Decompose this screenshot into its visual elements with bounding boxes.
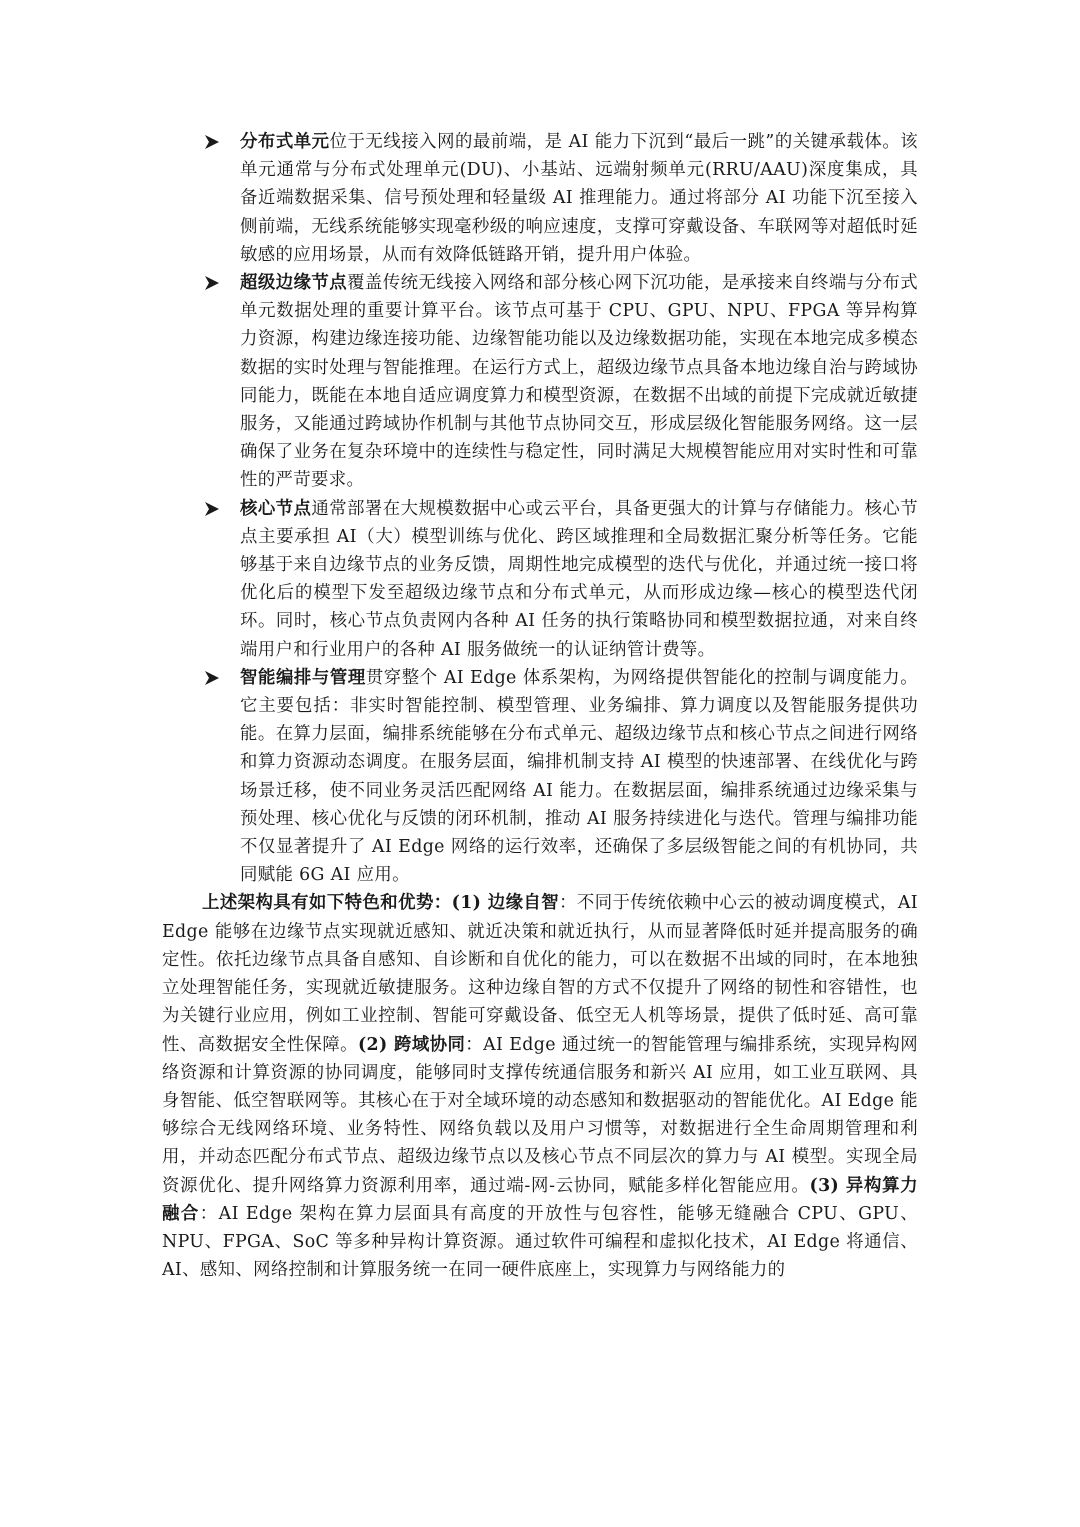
bullet-text: 位于无线接入网的最前端，是 AI 能力下沉到“最后一跳”的关键承载体。该单元通常与分布式处理单元(DU)、小基站、远端射频单元(RRU/AAU)深度集成，具备近端数据采集、信号预处理和轻量级 AI 推理能力。通过将部分 AI 功能下沉至接入侧前端，无线系统能够实现毫秒级的响应速度，支撑可穿戴设备、车联网等对超低时延敏感的应用场景，从而有效降低链路开销，提升用户体验。	[240, 132, 918, 265]
feature-term-edge-autonomy: (1) 边缘自智	[451, 893, 560, 914]
bullet-item-super-edge-node	[162, 269, 918, 495]
bullet-term: 超级边缘节点	[240, 273, 348, 294]
arrow-bullet-icon	[202, 273, 222, 293]
feature-text-heterogeneous-compute: ：AI Edge 架构在算力层面具有高度的开放性与包容性，能够无缝融合 CPU、GPU、NPU、FPGA、SoC 等多种异构计算资源。通过软件可编程和虚拟化技术，AI Edge 将通信、AI、感知、网络控制和计算服务统一在同一硬件底座上，实现算力与网络能力的	[162, 1203, 918, 1281]
document-body	[162, 128, 918, 1284]
arrow-bullet-icon	[202, 668, 222, 688]
bullet-item-core-node	[162, 495, 918, 664]
arrow-bullet-icon	[202, 499, 222, 519]
bullet-text: 贯穿整个 AI Edge 体系架构，为网络提供智能化的控制与调度能力。它主要包括：非实时智能控制、模型管理、业务编排、算力调度以及智能服务提供功能。在算力层面，编排系统能够在分布式单元、超级边缘节点和核心节点之间进行网络和算力资源动态调度。在服务层面，编排机制支持 AI 模型的快速部署、在线优化与跨场景迁移，使不同业务灵活匹配网络 AI 能力。在数据层面，编排系统通过边缘采集与预处理、核心优化与反馈的闭环机制，推动 AI 服务持续进化与迭代。管理与编排功能不仅显著提升了 AI Edge 网络的运行效率，还确保了多层级智能之间的有机协同，共同赋能 6G AI 应用。	[240, 667, 918, 886]
bullet-text: 通常部署在大规模数据中心或云平台，具备更强大的计算与存储能力。核心节点主要承担 AI（大）模型训练与优化、跨区域推理和全局数据汇聚分析等任务。它能够基于来自边缘节点的业务反馈，周期性地完成模型的迭代与优化，并通过统一接口将优化后的模型下发至超级边缘节点和分布式单元，从而形成边缘—核心的模型迭代闭环。同时，核心节点负责网内各种 AI 任务的执行策略协同和模型数据拉通，对来自终端用户和行业用户的各种 AI 服务做统一的认证纳管计费等。	[240, 498, 919, 660]
bullet-item-distributed-unit	[162, 128, 918, 269]
feature-text-cross-domain: ：AI Edge 通过统一的智能管理与编排系统，实现异构网络资源和计算资源的协同调度，能够同时支撑传统通信服务和新兴 AI 应用，如工业互联网、具身智能、低空智联网等。其核心在于对全域环境的动态感知和数据驱动的智能优化。AI Edge 能够综合无线网络环境、业务特性、网络负载以及用户习惯等，对数据进行全生命周期管理和利用，并动态匹配分布式节点、超级边缘节点以及核心节点不同层次的算力与 AI 模型。实现全局资源优化、提升网络算力资源利用率，通过端-网-云协同，赋能多样化智能应用。	[162, 1034, 918, 1196]
summary-lead: 上述架构具有如下特色和优势：	[202, 893, 452, 914]
summary-paragraph	[162, 889, 918, 1284]
bullet-paragraph	[240, 664, 918, 890]
bullet-paragraph	[240, 269, 918, 495]
bullet-paragraph	[240, 495, 918, 664]
bullet-term: 分布式单元	[240, 132, 330, 152]
arrow-bullet-icon	[202, 132, 222, 152]
feature-term-cross-domain: (2) 跨域协同	[357, 1034, 466, 1055]
feature-text-edge-autonomy: ：不同于传统依赖中心云的被动调度模式，AI Edge 能够在边缘节点实现就近感知、就近决策和就近执行，从而显著降低时延并提高服务的确定性。依托边缘节点具备自感知、自诊断和自优化的能力，可以在数据不出域的同时，在本地独立处理智能任务，实现就近敏捷服务。这种边缘自智的方式不仅提升了网络的韧性和容错性，也为关键行业应用，例如工业控制、智能可穿戴设备、低空无人机等场景，提供了低时延、高可靠性、高数据安全性保障。	[162, 893, 918, 1055]
bullet-text: 覆盖传统无线接入网络和部分核心网下沉功能，是承接来自终端与分布式单元数据处理的重要计算平台。该节点可基于 CPU、GPU、NPU、FPGA 等异构算力资源，构建边缘连接功能、边缘智能功能以及边缘数据功能，实现在本地完成多模态数据的实时处理与智能推理。在运行方式上，超级边缘节点具备本地边缘自治与跨域协同能力，既能在本地自适应调度算力和模型资源，在数据不出域的前提下完成就近敏捷服务，又能通过跨域协作机制与其他节点协同交互，形成层级化智能服务网络。这一层确保了业务在复杂环境中的连续性与稳定性，同时满足大规模智能应用对实时性和可靠性的严苛要求。	[240, 273, 919, 491]
bullet-item-orchestration	[162, 664, 918, 890]
bullet-term: 智能编排与管理	[240, 667, 366, 688]
feature-term-heterogeneous-compute: (3) 异构算力融合	[162, 1175, 918, 1224]
bullet-term: 核心节点	[240, 498, 312, 519]
bullet-paragraph	[240, 128, 918, 269]
